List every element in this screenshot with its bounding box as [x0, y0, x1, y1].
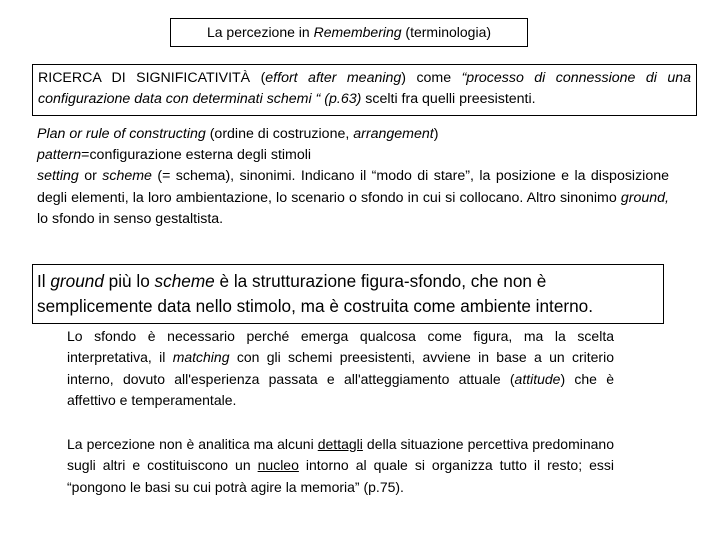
pattern-term: pattern — [37, 147, 82, 164]
scheme-term: scheme — [102, 168, 152, 185]
perception-paragraph — [67, 434, 614, 498]
plan-line — [37, 124, 669, 145]
pattern-line — [37, 145, 669, 166]
dettagli-underlined: dettagli — [317, 436, 363, 452]
box1-italic: effort after meaning — [265, 70, 402, 86]
matching-term: matching — [172, 349, 230, 366]
significance-box — [32, 64, 697, 116]
pattern-text: =configurazione esterna degli stimoli — [81, 147, 312, 164]
arrangement-term: arrangement — [353, 126, 434, 142]
box3-text: Il — [37, 271, 51, 291]
plan-text: (ordine di costruzione, — [205, 126, 354, 142]
plan-term: Plan or rule of constructing — [37, 126, 206, 142]
setting-text: (= schema), sinonimi. Indicano il “modo di stare”, la posizione e la disposizione degli elementi, la loro ambientazione, lo scenario o sfondo in cui si collocano. Altro sinonimo — [37, 168, 670, 206]
attitude-term: attitude — [514, 370, 561, 387]
title-text: La percezione in — [206, 24, 314, 40]
ground-term: ground, — [620, 189, 669, 206]
block4-text: ) che è affettivo e temperamentale. — [67, 370, 614, 409]
setting-text-end: lo sfondo in senso gestaltista. — [37, 210, 224, 227]
box3-text: è la strutturazione figura-sfondo, che non è semplicemente data nello stimolo, ma è costruita come ambiente interno. — [37, 271, 594, 316]
block5-text: intorno al quale si organizza tutto il resto; essi “pongono le basi su cui potrà agire la memoria” (p.75). — [67, 457, 614, 495]
ground-term: ground — [50, 271, 104, 291]
title-italic: Remembering — [313, 24, 402, 40]
title-text-end: (terminologia) — [401, 24, 492, 40]
block5-text: della situazione percettiva predominano sugli altri e costituiscono un — [67, 436, 615, 474]
block4-text: con gli schemi preesistenti, avviene in base a un criterio interno, dovuto all'esperienza passata e all'atteggiamento attuale ( — [67, 349, 614, 387]
box1-text: RICERCA DI SIGNIFICATIVITÀ ( — [38, 70, 266, 86]
box1-text: ) come — [401, 70, 462, 86]
background-paragraph — [67, 326, 614, 412]
ground-scheme-box — [32, 264, 664, 324]
box3-text: più lo — [103, 271, 155, 291]
scheme-term: scheme — [154, 271, 215, 291]
setting-paragraph — [37, 166, 669, 230]
setting-text: or — [78, 168, 103, 185]
slide-title — [170, 18, 528, 47]
plan-text-end: ) — [433, 126, 439, 142]
block4-text: Lo sfondo è necessario perché emerga qualcosa come figura, ma la scelta interpretativa, il — [67, 328, 614, 366]
nucleo-underlined: nucleo — [257, 457, 299, 474]
block5-text: La percezione non è analitica ma alcuni — [67, 436, 318, 452]
box1-quote: “processo di connessione di una configurazione data con determinati schemi “ (p.63) — [38, 70, 691, 107]
setting-term: setting — [37, 168, 79, 185]
box1-text: scelti fra quelli preesistenti. — [361, 91, 536, 107]
terminology-paragraph — [37, 124, 669, 230]
